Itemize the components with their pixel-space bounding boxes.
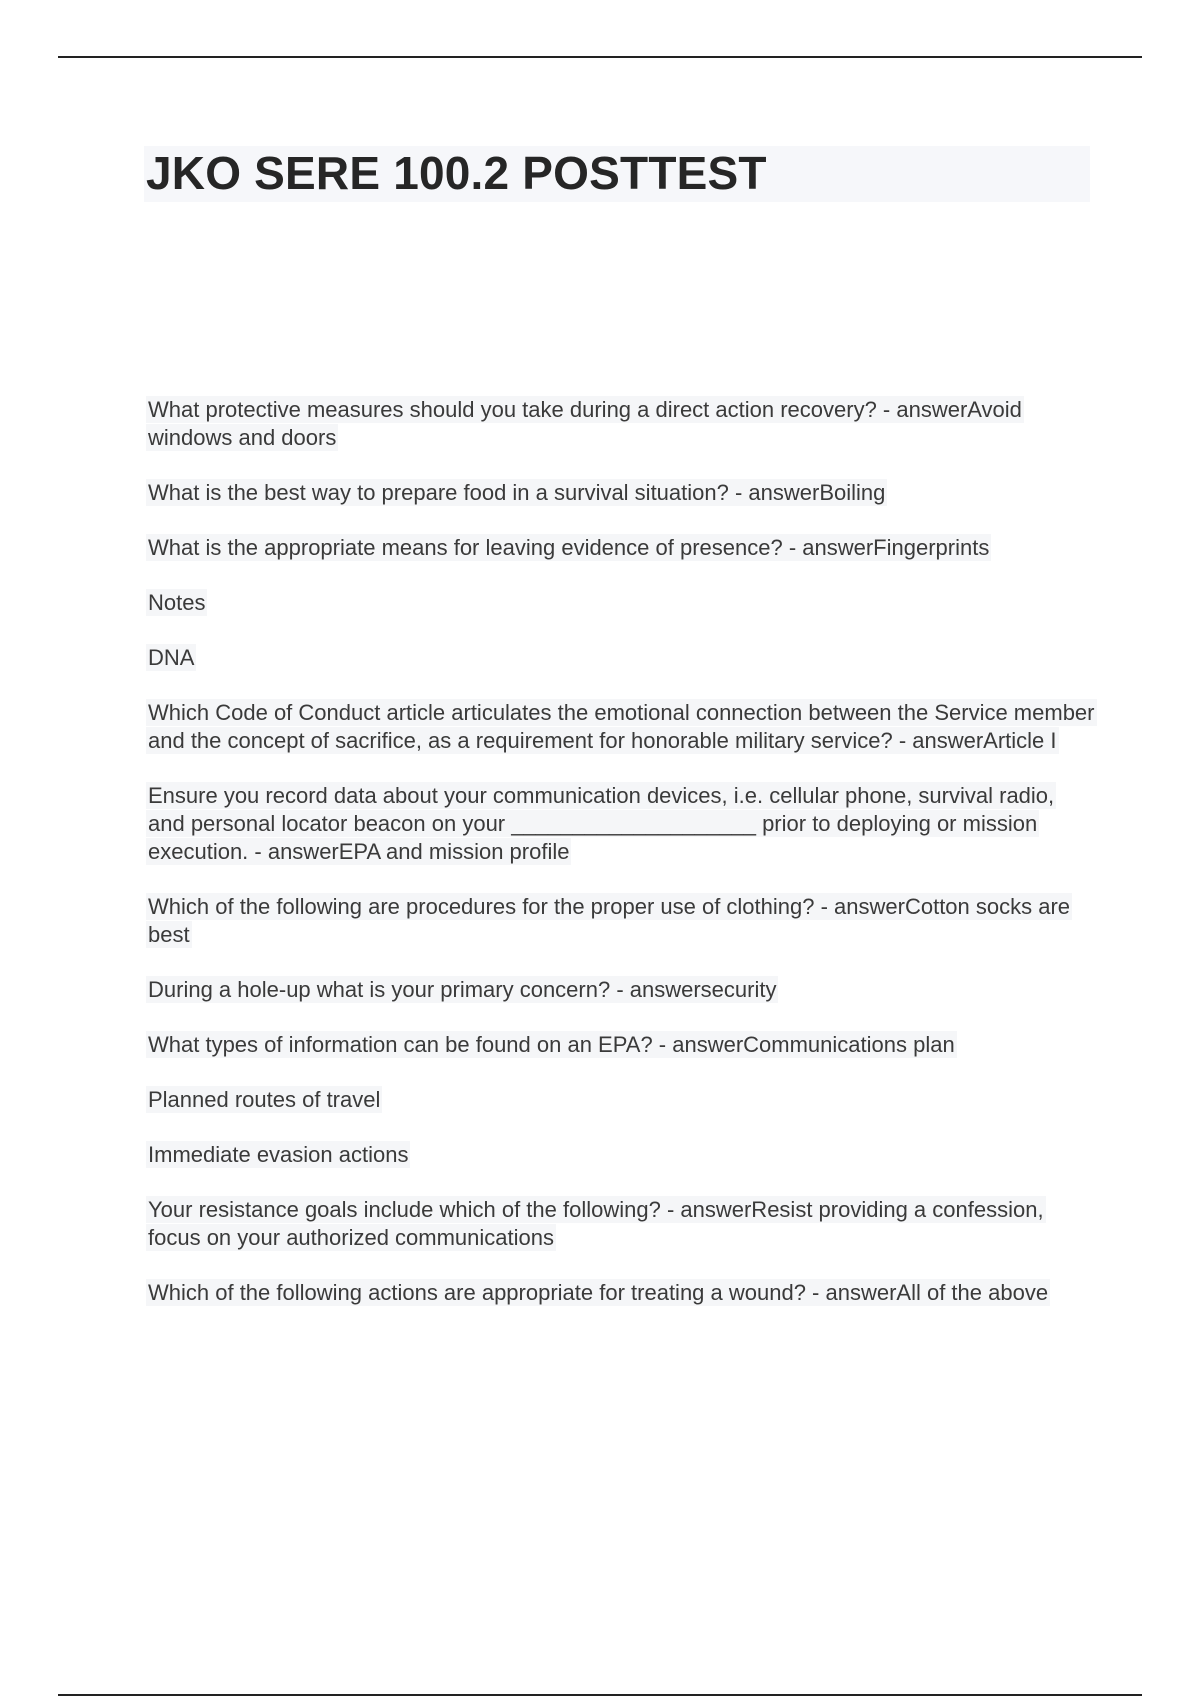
qa-entry-text: Your resistance goals include which of the following? - answerResist providing a confession, focus on your authorized communications [148,1197,1044,1250]
qa-entry [146,1086,1096,1114]
qa-entry [146,589,1096,617]
qa-entry-text: Notes [148,590,206,615]
qa-entry-text: During a hole-up what is your primary concern? - answersecurity [148,977,777,1002]
qa-list [146,396,1096,1334]
qa-entry [146,1141,1096,1169]
qa-entry-text: What types of information can be found on an EPA? - answerCommunications plan [148,1032,955,1057]
qa-entry [146,1279,1096,1307]
bottom-rule [58,1694,1142,1696]
qa-entry [146,534,1096,562]
qa-entry-text: DNA [148,645,195,670]
qa-entry-text: Ensure you record data about your communication devices, i.e. cellular phone, survival radio, and personal locator beacon on your ____________________ prior to deploying or mission execution. - answerEPA and mission profile [148,783,1055,864]
qa-entry [146,976,1096,1004]
qa-entry [146,699,1096,755]
qa-entry [146,644,1096,672]
qa-entry-text: Which of the following actions are appropriate for treating a wound? - answerAll of the above [148,1280,1049,1305]
qa-entry-text: Planned routes of travel [148,1087,381,1112]
qa-entry-text: Which of the following are procedures for the proper use of clothing? - answerCotton socks are best [148,894,1071,947]
qa-entry-text: What is the best way to prepare food in a survival situation? - answerBoiling [148,480,886,505]
qa-entry [146,893,1096,949]
qa-entry-text: Which Code of Conduct article articulates the emotional connection between the Service member and the concept of sacrifice, as a requirement for honorable military service? - answerArticle I [148,700,1095,753]
page-title: JKO SERE 100.2 POSTTEST [146,147,767,199]
qa-entry [146,1031,1096,1059]
qa-entry-text: What is the appropriate means for leaving evidence of presence? - answerFingerprints [148,535,990,560]
qa-entry [146,396,1096,452]
qa-entry-text: Immediate evasion actions [148,1142,409,1167]
qa-entry [146,1196,1096,1252]
top-rule [58,56,1142,58]
qa-entry-text: What protective measures should you take during a direct action recovery? - answerAvoid windows and doors [148,397,1022,450]
qa-entry [146,479,1096,507]
qa-entry [146,782,1096,866]
